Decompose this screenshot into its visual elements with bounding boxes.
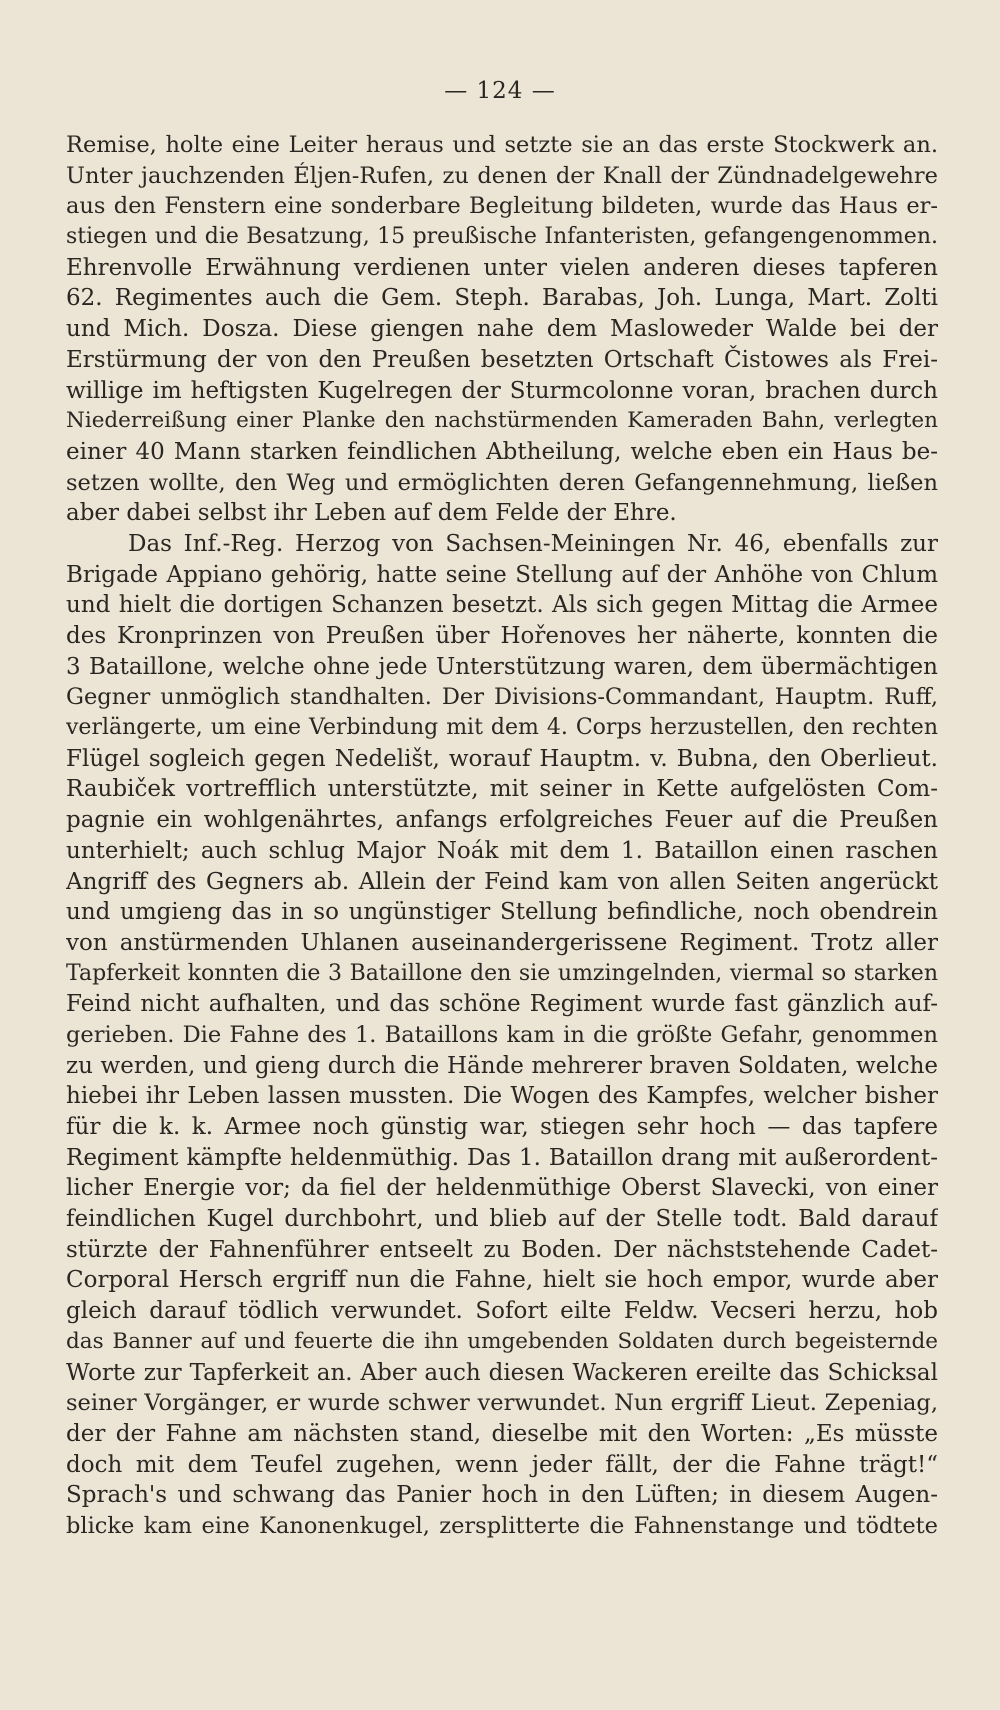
text-line: aus den Fenstern eine sonderbare Begleitung bildeten, wurde das Haus er-	[66, 193, 938, 220]
text-line: Gegner unmöglich standhalten. Der Divisions-Commandant, Hauptm. Ruff,	[66, 684, 938, 711]
text-line: blicke kam eine Kanonenkugel, zersplitterte die Fahnenstange und tödtete	[66, 1512, 938, 1539]
text-line: und Mich. Dosza. Diese giengen nahe dem Masloweder Walde bei der	[66, 316, 938, 343]
text-line: für die k. k. Armee noch günstig war, stiegen sehr hoch — das tapfere	[66, 1114, 938, 1140]
text-line: Worte zur Tapferkeit an. Aber auch diesen Wackeren ereilte das Schicksal	[66, 1359, 938, 1386]
text-line: setzen wollte, den Weg und ermöglichten deren Gefangennehmung, ließen	[66, 469, 938, 496]
text-line: Regiment kämpfte heldenmüthig. Das 1. Bataillon drang mit außerordent-	[66, 1144, 938, 1171]
text-line: Brigade Appiano gehörig, hatte seine Stellung auf der Anhöhe von Chlum	[66, 561, 938, 588]
page-number: — 124 —	[444, 78, 556, 104]
text-line: Ehrenvolle Erwähnung verdienen unter vielen anderen dieses tapferen	[66, 254, 938, 281]
text-line: doch mit dem Teufel zugehen, wenn jeder fällt, der die Fahne trägt!“	[66, 1451, 938, 1478]
text-line: von anstürmenden Uhlanen auseinandergerissene Regiment. Trotz aller	[66, 929, 938, 956]
text-line: Feind nicht aufhalten, und das schöne Regiment wurde fast gänzlich auf-	[66, 991, 938, 1018]
text-line: des Kronprinzen von Preußen über Hořenoves her näherte, konnten die	[66, 623, 938, 649]
text-line: pagnie ein wohlgenährtes, anfangs erfolgreiches Feuer auf die Preußen	[66, 807, 938, 834]
text-line: seiner Vorgänger, er wurde schwer verwundet. Nun ergriff Lieut. Zepeniag,	[66, 1390, 938, 1417]
text-line: Tapferkeit konnten die 3 Bataillone den sie umzingelnden, viermal so starken	[66, 960, 938, 986]
text-line: stiegen und die Besatzung, 15 preußische Infanteristen, gefangengenommen.	[66, 224, 938, 250]
text-line: das Banner auf und feuerte die ihn umgebenden Soldaten durch begeisternde	[66, 1328, 938, 1354]
text-line: der der Fahne am nächsten stand, dieselbe mit den Worten: „Es müsste	[66, 1420, 938, 1447]
text-line: Raubiček vortrefflich unterstützte, mit seiner in Kette aufgelösten Com-	[66, 776, 938, 803]
text-line: und umgieng das in so ungünstiger Stellung befindliche, noch obendrein	[66, 899, 938, 926]
text-line: Remise, holte eine Leiter heraus und setzte sie an das erste Stockwerk an.	[66, 132, 938, 158]
text-line: Flügel sogleich gegen Nedelišt, worauf Hauptm. v. Bubna, den Oberlieut.	[66, 745, 938, 772]
text-line: feindlichen Kugel durchbohrt, und blieb auf der Stelle todt. Bald darauf	[66, 1206, 938, 1233]
text-line: 3 Bataillone, welche ohne jede Unterstützung waren, dem übermächtigen	[66, 653, 938, 680]
text-line: Angriff des Gegners ab. Allein der Feind kam von allen Seiten angerückt	[66, 868, 938, 895]
text-line: unterhielt; auch schlug Major Noák mit dem 1. Bataillon einen raschen	[66, 837, 938, 864]
text-line: Niederreißung einer Planke den nachstürmenden Kameraden Bahn, verlegten	[66, 408, 938, 434]
text-line: zu werden, und gieng durch die Hände mehrerer braven Soldaten, welche	[66, 1052, 938, 1079]
text-line: Corporal Hersch ergriff nun die Fahne, hielt sie hoch empor, wurde aber	[66, 1267, 938, 1294]
text-line: Erstürmung der von den Preußen besetzten Ortschaft Čistowes als Frei-	[66, 346, 938, 373]
text-line: licher Energie vor; da fiel der heldenmüthige Oberst Slavecki, von einer	[66, 1175, 938, 1202]
body-text	[66, 130, 938, 1542]
text-line: stürzte der Fahnenführer entseelt zu Boden. Der nächststehende Cadet-	[66, 1236, 938, 1263]
text-line: Sprach's und schwang das Panier hoch in den Lüften; in diesem Augen-	[66, 1482, 938, 1509]
text-line: gerieben. Die Fahne des 1. Bataillons kam in die größte Gefahr, genommen	[66, 1021, 938, 1048]
text-line: verlängerte, um eine Verbindung mit dem 4. Corps herzustellen, den rechten	[66, 715, 938, 741]
text-line: gleich darauf tödlich verwundet. Sofort eilte Feldw. Vecseri herzu, hob	[66, 1298, 938, 1325]
text-line: aber dabei selbst ihr Leben auf dem Felde der Ehre.	[66, 500, 677, 527]
text-line: Das Inf.-Reg. Herzog von Sachsen-Meiningen Nr. 46, ebenfalls zur	[128, 530, 938, 557]
text-line: und hielt die dortigen Schanzen besetzt. Als sich gegen Mittag die Armee	[66, 592, 938, 619]
text-line: einer 40 Mann starken feindlichen Abtheilung, welche eben ein Haus be-	[66, 438, 938, 465]
text-line: willige im heftigsten Kugelregen der Sturmcolonne voran, brachen durch	[66, 377, 938, 404]
text-line: 62. Regimentes auch die Gem. Steph. Barabas, Joh. Lunga, Mart. Zolti	[66, 285, 938, 312]
text-line: hiebei ihr Leben lassen mussten. Die Wogen des Kampfes, welcher bisher	[66, 1083, 938, 1110]
text-line: Unter jauchzenden Éljen-Rufen, zu denen der Knall der Zündnadelgewehre	[66, 162, 938, 189]
